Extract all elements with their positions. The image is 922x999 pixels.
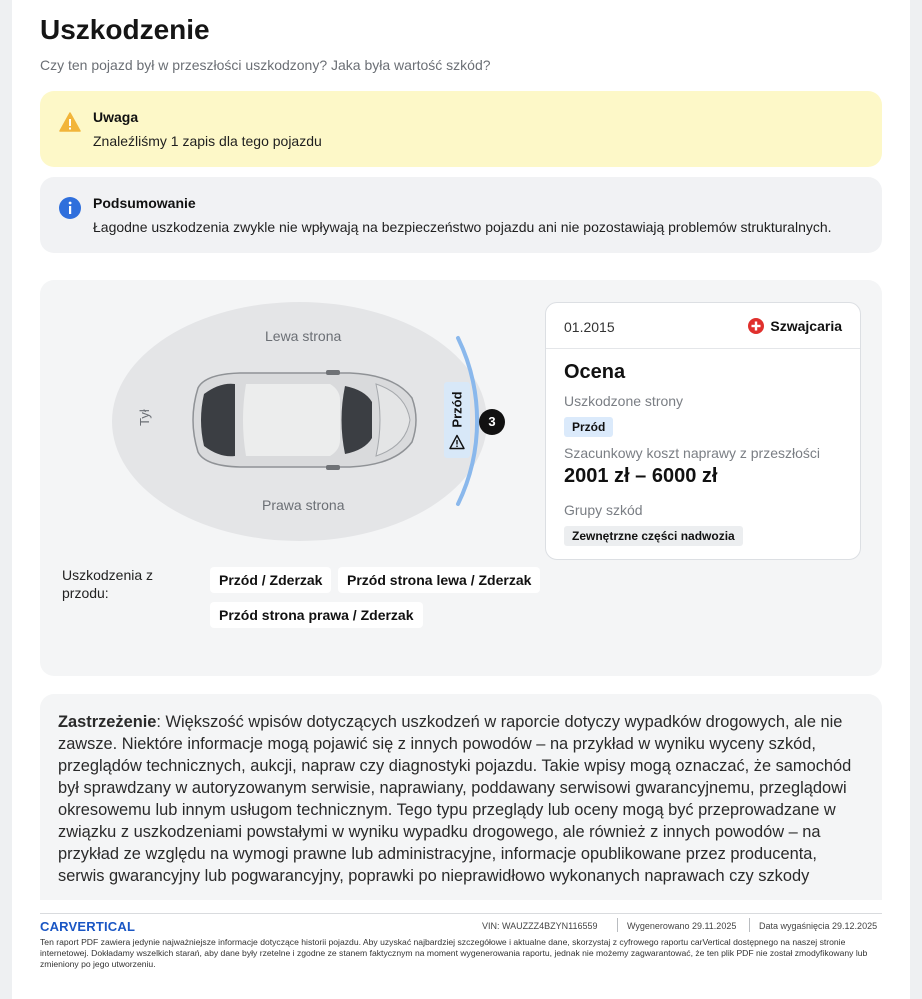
record-country: [748, 318, 842, 334]
card-divider: [546, 348, 860, 349]
record-date: 01.2015: [564, 319, 615, 335]
warning-alert: [40, 91, 882, 167]
record-heading: Ocena: [564, 361, 626, 383]
rear-label: Tył: [136, 409, 152, 426]
front-label: Przód: [449, 391, 465, 428]
footer-separator: [617, 918, 618, 932]
footer-generated: Wygenerowano 29.11.2025: [627, 921, 737, 931]
footer-separator: [749, 918, 750, 932]
report-page: [12, 0, 910, 999]
left-side-label: Lewa strona: [265, 328, 342, 344]
repair-cost-label: Szacunkowy koszt naprawy z przeszłości: [564, 445, 820, 461]
swiss-flag-icon: [748, 318, 764, 334]
warning-icon: [59, 111, 81, 133]
car-top-view-icon: [180, 370, 420, 470]
summary-title: Podsumowanie: [93, 195, 196, 211]
disclaimer-body: : Większość wpisów dotyczących uszkodzeń w raporcie dotyczy wypadków drogowych, ale nie zawsze. Niektóre informacje mogą pojawić się z innych powodów – na przykład w wyniku wyceny szkód, przeglądów technicznych, aukcji, napraw czy diagnostyki pojazdu. Takie wpisy mogą oznaczać, że samochód był sprawdzany w autoryzowanym serwisie, naprawiany, poddawany serwisowi gwarancyjnemu, przeglądowi okresowemu lub innym usługom technicznym. Tego typu przeglądy lub oceny mogą być przeprowadzane w związku z uszkodzeniami powstałymi w wyniku wypadku drogowego, ale również z innych powodów – na przykład ze względu na wymogi prawne lub administracyjne, informacje opublikowane przez producenta, serwis gwarancyjny lub pogwarancyjny, poprawki po nieprawidłowo wykonanych naprawach czy szkody: [58, 713, 852, 885]
summary-alert: [40, 177, 882, 253]
damage-group-chip: Zewnętrzne części nadwozia: [564, 526, 743, 546]
disclaimer-title: Zastrzeżenie: [58, 713, 157, 731]
front-damage-label: Uszkodzenia z przodu:: [62, 567, 154, 601]
damaged-side-chip: Przód: [564, 417, 613, 437]
damage-groups-label: Grupy szkód: [564, 502, 643, 518]
damage-record-card: [545, 302, 861, 560]
warning-text: Znaleźliśmy 1 zapis dla tego pojazdu: [93, 133, 322, 149]
disclaimer-box: [40, 694, 882, 900]
footer-fine-print: Ten raport PDF zawiera jedynie najważniejsze informacje dotyczące historii pojazdu. Aby uzyskać najbardziej szczegółowe i aktualne dane, skorzystaj z cyfrowego raportu carVertical dostępnego na naszej stronie internetowej. Dokładamy wszelkich starań, aby dane były rzetelne i zgodne ze stanem faktycznym na moment wygenerowania raportu, jednak nie możemy zagwarantować, że ten plik PDF nie został zmodyfikowany lub zmieniony po jego utworzeniu.: [40, 937, 868, 969]
front-damage-tag: Przód strona prawa / Zderzak: [210, 602, 423, 628]
disclaimer-text: [58, 711, 866, 887]
repair-cost-value: 2001 zł – 6000 zł: [564, 465, 718, 487]
front-damage-tag: Przód / Zderzak: [210, 567, 331, 593]
damage-count-badge: 3: [479, 409, 505, 435]
damage-panel: [40, 280, 882, 676]
front-damage-tag: Przód strona lewa / Zderzak: [338, 567, 540, 593]
damaged-sides-label: Uszkodzone strony: [564, 393, 684, 409]
front-warning-icon: [449, 434, 465, 450]
page-subtitle: Czy ten pojazd był w przeszłości uszkodzony? Jaka była wartość szkód?: [40, 57, 491, 73]
warning-title: Uwaga: [93, 109, 139, 125]
page-title: Uszkodzenie: [40, 14, 210, 45]
summary-text: Łagodne uszkodzenia zwykle nie wpływają na bezpieczeństwo pojazdu ani nie pozostawiają problemów strukturalnych.: [93, 219, 832, 235]
right-side-label: Prawa strona: [262, 497, 345, 513]
footer-vin: VIN: WAUZZZ4BZYN116559: [482, 921, 598, 931]
carvertical-logo: CARVERTICAL: [40, 919, 136, 934]
footer-divider: [40, 913, 882, 914]
footer-expires: Data wygaśnięcia 29.12.2025: [759, 921, 878, 931]
record-country-name: Szwajcaria: [770, 318, 842, 334]
front-zone-tag: [444, 382, 470, 458]
info-icon: [59, 197, 81, 219]
